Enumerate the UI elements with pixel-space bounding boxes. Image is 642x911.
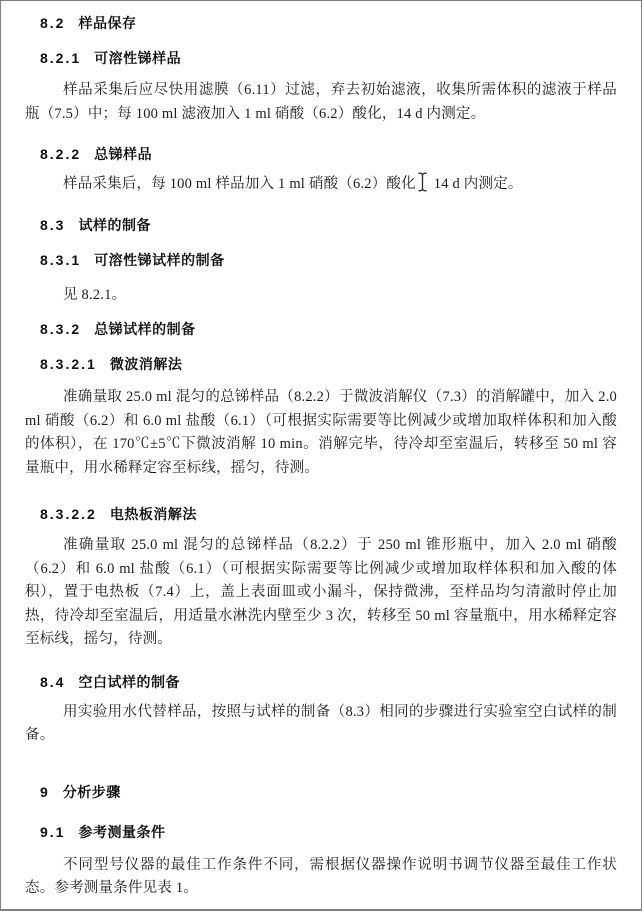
heading-number: 8.3.2.1 <box>40 356 97 372</box>
heading-8-3-1 <box>40 252 617 268</box>
paragraph-blank-sample: 用实验用水代替样品，按照与试样的制备（8.3）相同的步骤进行实验室空白试样的制备。 <box>25 703 617 743</box>
heading-title: 空白试样的制备 <box>78 673 180 690</box>
heading-9 <box>40 784 617 800</box>
heading-number: 8.3.2 <box>40 321 82 337</box>
heading-8-2-2 <box>40 146 617 162</box>
heading-8-3-2 <box>40 321 617 337</box>
heading-number: 9.1 <box>40 823 66 840</box>
heading-8-2-1 <box>40 50 617 66</box>
heading-8-2 <box>40 15 617 31</box>
paragraph-measurement-conditions: 不同型号仪器的最佳工作条件不同，需根据仪器操作说明书调节仪器至最佳工作状态。参考测量条件见表 1。 <box>25 856 617 896</box>
heading-number: 8.3.2.2 <box>40 506 97 522</box>
heading-number: 8.2.1 <box>40 50 82 66</box>
heading-number: 8.4 <box>40 673 66 690</box>
heading-number: 8.2 <box>40 15 66 31</box>
heading-title: 总锑试样的制备 <box>94 321 196 337</box>
heading-title: 电热板消解法 <box>109 506 197 522</box>
paragraph-total-antimony-sample <box>25 172 617 197</box>
paragraph-text-before-cursor: 样品采集后，每 100 ml 样品加入 1 ml 硝酸（6.2）酸化 <box>63 176 416 192</box>
heading-8-3-2-2 <box>40 506 617 522</box>
heading-title: 微波消解法 <box>109 356 183 372</box>
heading-title: 总锑样品 <box>94 146 153 162</box>
paragraph-see-reference: 见 8.2.1。 <box>63 286 127 303</box>
paragraph-soluble-antimony-sample: 样品采集后应尽快用滤膜（6.11）过滤，弃去初始滤液，收集所需体积的滤液于样品瓶（7.5）中；每 100 ml 滤液加入 1 ml 硝酸（6.2）酸化，14 d 内测定。 <box>25 82 617 122</box>
heading-8-3 <box>40 217 617 233</box>
paragraph-hotplate-digestion: 准确量取 25.0 ml 混匀的总锑样品（8.2.2）于 250 ml 锥形瓶中，加入 2.0 ml 硝酸（6.2）和 6.0 ml 盐酸（6.1）（可根据实际需要等比例减少或增加取样体积和加入酸的体积），置于电热板（7.4）上，盖上表面皿或小漏斗，保持微沸，至样品均匀清澈时停止加热，待冷却至室温后，用适量水淋洗内壁至少 3 次，转移至 50 ml 容量瓶中，用水稀释定容至标线，摇匀，待测。 <box>25 537 617 647</box>
text-ibeam-cursor-icon <box>418 172 427 192</box>
heading-number: 8.2.2 <box>40 146 82 162</box>
heading-title: 参考测量条件 <box>78 823 166 840</box>
heading-title: 试样的制备 <box>78 216 151 233</box>
heading-number: 9 <box>40 783 50 800</box>
heading-number: 8.3 <box>40 216 66 233</box>
heading-title: 样品保存 <box>78 15 137 31</box>
heading-8-4 <box>40 674 617 690</box>
paragraph-microwave-digestion: 准确量取 25.0 ml 混匀的总锑样品（8.2.2）于微波消解仪（7.3）的消解罐中，加入 2.0 ml 硝酸（6.2）和 6.0 ml 盐酸（6.1）（可根据实际需要等比例减少或增加取样体积和加入酸的体积），在 170℃±5℃下微波消解 10 min。消解完毕，待冷却至室温后，转移至 50 ml 容量瓶中，用水稀释定容至标线，摇匀，待测。 <box>25 389 617 476</box>
heading-title: 分析步骤 <box>62 783 121 800</box>
heading-number: 8.3.1 <box>40 251 82 268</box>
heading-9-1 <box>40 824 617 840</box>
heading-title: 可溶性锑试样的制备 <box>94 251 225 268</box>
heading-title: 可溶性锑样品 <box>94 50 182 66</box>
heading-8-3-2-1 <box>40 356 617 372</box>
paragraph-text-after-cursor: 14 d 内测定。 <box>433 176 523 192</box>
